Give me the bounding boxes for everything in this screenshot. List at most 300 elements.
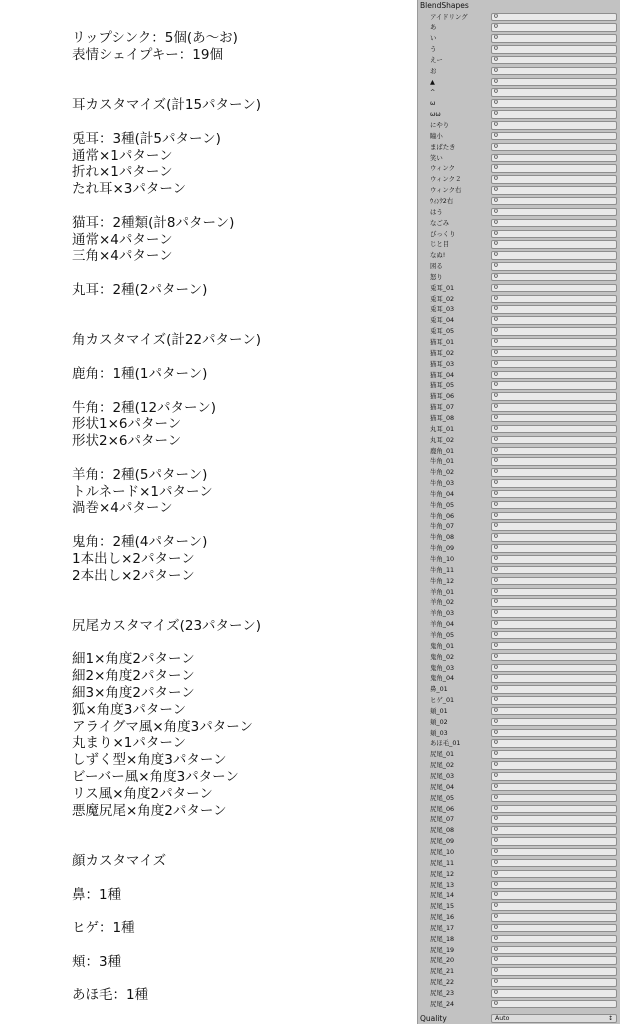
blendshape-label: 牛角_02 [430,468,455,477]
blendshape-row [418,619,620,630]
blendshape-value-field[interactable]: 0 [491,121,617,130]
blendshape-row [418,576,620,587]
blendshape-label: 羊角_01 [430,587,455,596]
blendshape-row [418,869,620,880]
note-line [72,819,412,836]
blendshape-label: 猫耳_01 [430,338,455,346]
blendshape-value-field[interactable]: 0 [491,924,617,933]
blendshape-value-field[interactable]: 0 [491,653,617,662]
note-line: 鼻：1種 [72,886,122,903]
blendshape-row [418,435,620,446]
blendshape-row [418,901,620,912]
blendshape-value-field[interactable]: 0 [491,78,617,87]
note-line: 形状1×6パターン [72,416,182,433]
blendshape-row [418,760,620,771]
blendshape-row [418,196,620,207]
note-line: 頬：3種 [72,953,122,970]
blendshape-label: 尻尾_09 [430,837,455,846]
blendshape-value-field[interactable]: 0 [491,805,617,814]
blendshape-row [418,641,620,652]
blendshape-label: 牛角_12 [430,576,455,585]
blendshape-row [418,814,620,825]
note-line: リップシンク：5個(あ〜お) [72,30,238,46]
blendshape-label: 猫耳_03 [430,359,455,368]
blendshape-value-field[interactable]: 0 [491,425,617,434]
note-line: あほ毛：1種 [72,987,149,1004]
note-line: トルネード×1パターン [72,483,213,500]
blendshape-label: あほ毛_01 [430,739,461,748]
blendshape-label: 猫耳_05 [430,381,455,390]
blendshape-value-field[interactable]: 0 [491,631,617,640]
blendshape-row [418,738,620,749]
blendshape-label: 猫耳_02 [430,348,455,357]
blendshape-row [418,749,620,760]
note-line: 丸耳：2種(2パターン) [72,281,208,298]
blendshape-row [418,955,620,966]
blendshape-row [418,304,620,315]
note-line [72,299,412,316]
blendshape-label: 尻尾_23 [430,989,455,997]
blendshape-value-field[interactable]: 0 [491,674,617,683]
blendshape-value-field[interactable]: 0 [491,772,617,781]
note-line: しずく型×角度3パターン [72,752,227,769]
note-line [72,316,412,333]
blendshape-label: 牛角_06 [430,511,455,520]
note-line [72,971,412,988]
blendshape-row [418,489,620,500]
blendshape-label: ヒゲ_01 [430,696,455,705]
blendshape-label: 尻尾_11 [430,858,455,867]
note-line [72,265,412,282]
blendshape-value-field[interactable]: 0 [491,251,617,260]
blendshape-row [418,370,620,381]
blendshape-row [418,359,620,370]
note-line: 通常×1パターン [72,147,173,164]
blendshape-label: 頬_03 [430,728,448,737]
blendshape-value-field[interactable]: 0 [491,295,617,304]
blendshape-row [418,446,620,457]
blendshape-row [418,771,620,782]
note-line: 尻尾カスタマイズ(23パターン) [72,617,262,634]
blendshape-row [418,467,620,478]
blendshape-label: 羊角_03 [430,609,455,618]
note-line: 猫耳：2種類(計8パターン) [72,214,235,231]
blendshape-row [418,98,620,109]
blendshape-value-field[interactable]: 0 [491,99,617,108]
blendshape-row [418,153,620,164]
blendshape-row [418,663,620,674]
blendshape-value-field[interactable]: 0 [491,739,617,748]
blendshape-row [418,272,620,283]
blendshape-row [418,380,620,391]
blendshape-label: えー [430,55,443,64]
blendshape-label: なごみ [430,218,450,227]
blendshape-row [418,337,620,348]
note-line [72,903,412,920]
blendshape-value-field[interactable]: 0 [491,479,617,488]
blendshape-row [418,87,620,98]
blendshape-row [418,229,620,240]
blendshape-value-field[interactable]: 0 [491,870,617,879]
note-line: ビーバー風×角度3パターン [72,769,239,786]
blendshape-value-field[interactable]: 0 [491,273,617,282]
blendshape-value-field[interactable]: 0 [491,208,617,217]
dropdown-arrow-icon: ↕ [607,1015,613,1022]
blendshape-row [418,66,620,77]
blendshape-value-field[interactable]: 0 [491,761,617,770]
note-line: 表情シェイプキー：19個 [72,46,223,63]
note-line: 悪魔尻尾×角度2パターン [72,802,227,819]
blendshape-value-field[interactable]: 0 [491,848,617,857]
blendshape-value-field[interactable]: 0 [491,164,617,173]
blendshape-label: 鬼角_01 [430,641,455,650]
blendshape-label: 尻尾_04 [430,782,455,791]
blendshape-value-field[interactable]: 0 [491,414,617,423]
blendshape-label: 困る [430,262,443,271]
blendshape-value-field[interactable]: 0 [491,533,617,542]
blendshape-label: 怒り [430,272,443,281]
blendshape-row [418,478,620,489]
blendshape-value-field[interactable]: 0 [491,230,617,239]
blendshape-value-field[interactable]: 0 [491,316,617,325]
blendshape-label: 鼻_01 [430,685,448,694]
blendshape-value-field[interactable]: 0 [491,219,617,228]
blendshape-value-field[interactable]: 0 [491,447,617,456]
blendshape-row [418,261,620,272]
blendshape-value-field[interactable]: 0 [491,154,617,163]
blendshape-label: 兎耳_03 [430,305,455,314]
quality-value: Auto [495,1015,510,1022]
blendshape-label: 尻尾_08 [430,826,455,835]
note-line [72,635,412,652]
note-line: 折れ×1パターン [72,164,173,181]
blendshape-value-field[interactable]: 0 [491,186,617,195]
blendshape-value-field[interactable]: 0 [491,815,617,824]
blendshape-label: 尻尾_16 [430,913,455,922]
blendshape-label: 牛角_07 [430,522,455,531]
blendshape-label: にやり [430,121,450,129]
blendshape-value-field[interactable]: 0 [491,381,617,390]
blendshape-label: 笑い [430,153,443,162]
blendshape-row [418,695,620,706]
blendshape-value-field[interactable]: 0 [491,826,617,835]
blendshape-label: 尻尾_05 [430,793,455,802]
quality-dropdown[interactable] [491,1014,617,1023]
blendshape-label: ^ [430,88,436,97]
blendshape-label: 丸耳_01 [430,424,455,433]
blendshape-value-field[interactable]: 0 [491,967,617,976]
quality-label: Quality [420,1014,447,1023]
blendshape-row [418,608,620,619]
blendshape-value-field[interactable]: 0 [491,512,617,521]
blendshape-value-field[interactable]: 0 [491,284,617,293]
note-line [72,64,412,81]
blendshape-label: 尻尾_03 [430,772,455,780]
note-line: アライグマ風×角度3パターン [72,718,253,735]
blendshape-row [418,77,620,88]
blendshape-row [418,966,620,977]
blendshape-row [418,402,620,413]
blendshape-label: 尻尾_13 [430,880,455,889]
blendshape-label: びっくり [430,229,456,238]
blendshape-label: 羊角_02 [430,598,455,607]
blendshape-label: まばたき [430,142,456,151]
blendshape-value-field[interactable]: 0 [491,490,617,499]
blendshape-value-field[interactable]: 0 [491,403,617,412]
blendshape-row [418,109,620,120]
note-line: 耳カスタマイズ(計15パターン) [72,97,262,114]
note-line: ヒゲ：1種 [72,920,135,937]
blendshape-value-field[interactable]: 0 [491,891,617,900]
blendshape-row [418,500,620,511]
note-line [72,450,412,467]
blendshape-label: 丸耳_02 [430,435,455,444]
blendshape-row [418,793,620,804]
blendshape-value-field[interactable]: 0 [491,913,617,922]
blendshape-value-field[interactable]: 0 [491,1000,617,1009]
blendshape-value-field[interactable]: 0 [491,436,617,445]
blendshape-label: 尻尾_07 [430,815,455,824]
blendshape-row [418,847,620,858]
blendshape-value-field[interactable]: 0 [491,685,617,694]
blendshape-row [418,728,620,739]
blendshape-row [418,315,620,326]
blendshape-row [418,652,620,663]
blendshapes-panel [417,0,620,1024]
blendshape-value-field[interactable]: 0 [491,23,617,32]
blendshape-row [418,33,620,44]
blendshape-row [418,120,620,131]
blendshape-row [418,326,620,337]
blendshape-value-field[interactable]: 0 [491,468,617,477]
blendshape-label: なぬ! [430,251,446,260]
blendshape-value-field[interactable]: 0 [491,67,617,76]
blendshape-value-field[interactable]: 0 [491,110,617,119]
note-line [72,601,412,618]
blendshape-label: 鬼角_03 [430,663,455,672]
blendshape-row [418,890,620,901]
blendshape-label: 牛角_03 [430,479,455,488]
blendshape-value-field[interactable]: 0 [491,729,617,738]
blendshape-value-field[interactable]: 0 [491,349,617,358]
blendshape-row [418,250,620,261]
blendshape-row [418,934,620,945]
blendshape-label: はう [430,207,443,216]
blendshape-value-field[interactable]: 0 [491,956,617,965]
blendshape-value-field[interactable]: 0 [491,978,617,987]
blendshape-value-field[interactable]: 0 [491,598,617,607]
note-line: 三角×4パターン [72,248,173,265]
blendshape-label: アイドリング [430,12,468,21]
blendshape-label: う [430,45,437,54]
note-line [72,114,412,131]
blendshape-label: ウィンク右 [430,186,462,195]
blendshape-row [418,977,620,988]
note-line: 1本出し×2パターン [72,550,195,567]
blendshape-label: 鬼角_04 [430,674,455,683]
note-line [72,383,412,400]
blendshape-value-field[interactable]: 0 [491,588,617,597]
blendshape-label: 牛角_10 [430,555,455,563]
blendshape-row [418,185,620,196]
note-line: 渦巻×4パターン [72,500,173,517]
blendshape-value-field[interactable]: 0 [491,88,617,97]
blendshape-label: 兎耳_04 [430,316,455,325]
blendshape-label: 尻尾_15 [430,902,455,911]
blendshape-row [418,218,620,229]
blendshape-label: 猫耳_06 [430,392,455,401]
blendshape-row [418,684,620,695]
blendshape-value-field[interactable]: 0 [491,544,617,553]
blendshape-label: ウィンク [430,164,456,173]
blendshape-value-field[interactable]: 0 [491,240,617,249]
blendshape-label: 尻尾_18 [430,934,455,943]
note-line: 細2×角度2パターン [72,668,195,685]
blendshape-value-field[interactable]: 0 [491,501,617,510]
note-line: 丸まり×1パターン [72,735,187,752]
blendshape-label: お [430,66,437,75]
blendshape-label: 牛角_05 [430,500,455,509]
blendshape-value-field[interactable]: 0 [491,457,617,466]
blendshape-value-field[interactable]: 0 [491,371,617,380]
blendshape-value-field[interactable]: 0 [491,696,617,705]
blendshape-value-field[interactable]: 0 [491,718,617,727]
blendshape-row [418,836,620,847]
blendshape-row [418,554,620,565]
blendshape-row [418,988,620,999]
blendshape-row [418,456,620,467]
blendshape-value-field[interactable]: 0 [491,197,617,206]
blendshape-row [418,717,620,728]
blendshape-value-field[interactable]: 0 [491,750,617,759]
blendshape-row [418,348,620,359]
blendshape-label: 鹿角_01 [430,446,455,455]
customization-notes [72,30,412,1004]
blendshape-value-field[interactable]: 0 [491,620,617,629]
blendshape-value-field[interactable]: 0 [491,262,617,271]
blendshape-value-field[interactable]: 0 [491,837,617,846]
blendshape-label: じと目 [430,240,450,249]
blendshape-row [418,511,620,522]
blendshape-value-field[interactable]: 0 [491,707,617,716]
note-line: 細1×角度2パターン [72,651,195,668]
blendshape-value-field[interactable]: 0 [491,794,617,803]
blendshape-value-field[interactable]: 0 [491,305,617,314]
blendshape-row [418,999,620,1010]
blendshape-value-field[interactable]: 0 [491,566,617,575]
blendshape-label: 猫耳_08 [430,413,455,422]
blendshape-value-field[interactable]: 0 [491,13,617,22]
blendshape-row [418,163,620,174]
blendshape-label: 猫耳_07 [430,403,455,412]
blendshape-row [418,945,620,956]
blendshape-label: 瞳小 [430,131,443,140]
blendshape-row [418,587,620,598]
blendshape-value-field[interactable]: 0 [491,946,617,955]
blendshape-row [418,782,620,793]
blendshape-value-field[interactable]: 0 [491,45,617,54]
blendshape-value-field[interactable]: 0 [491,56,617,65]
blendshape-value-field[interactable]: 0 [491,34,617,43]
blendshape-label: 頬_01 [430,706,448,715]
note-line [72,584,412,601]
blendshape-value-field[interactable]: 0 [491,338,617,347]
note-line [72,870,412,887]
blendshape-label: 牛角_11 [430,565,455,574]
blendshape-value-field[interactable]: 0 [491,132,617,141]
note-line [72,937,412,954]
blendshape-value-field[interactable]: 0 [491,327,617,336]
blendshape-row [418,521,620,532]
blendshape-label: ωω [430,110,441,119]
note-line [72,198,412,215]
blendshape-value-field[interactable]: 0 [491,902,617,911]
note-line [72,517,412,534]
blendshape-row [418,706,620,717]
blendshape-value-field[interactable]: 0 [491,143,617,152]
blendshape-value-field[interactable]: 0 [491,360,617,369]
blendshape-value-field[interactable]: 0 [491,935,617,944]
blendshape-value-field[interactable]: 0 [491,881,617,890]
blendshape-row [418,597,620,608]
note-line: 細3×角度2パターン [72,685,195,702]
note-line: 2本出し×2パターン [72,567,195,584]
blendshape-label: 羊角_04 [430,620,455,629]
blendshape-value-field[interactable]: 0 [491,989,617,998]
blendshape-value-field[interactable]: 0 [491,783,617,792]
blendshape-row [418,912,620,923]
note-line: 角カスタマイズ(計22パターン) [72,332,262,349]
note-line: たれ耳×3パターン [72,181,187,198]
blendshape-row [418,825,620,836]
blendshape-value-field[interactable]: 0 [491,664,617,673]
blendshape-value-field[interactable]: 0 [491,522,617,531]
blendshape-value-field[interactable]: 0 [491,555,617,564]
blendshape-value-field[interactable]: 0 [491,175,617,184]
note-line: 鬼角：2種(4パターン) [72,533,208,550]
blendshape-label: ｳｨﾝｸ2右 [430,196,454,205]
blendshape-label: い [430,34,437,43]
blendshape-value-field[interactable]: 0 [491,642,617,651]
blendshape-row [418,532,620,543]
blendshape-row [418,391,620,402]
blendshape-label: 牛角_08 [430,533,455,542]
blendshape-value-field[interactable]: 0 [491,609,617,618]
blendshape-label: 尻尾_22 [430,978,455,987]
blendshape-row [418,239,620,250]
blendshape-row [418,22,620,33]
blendshape-label: 猫耳_04 [430,370,455,379]
blendshape-value-field[interactable]: 0 [491,392,617,401]
blendshape-label: 頬_02 [430,717,448,726]
blendshape-label: 牛角_09 [430,544,455,553]
blendshape-label: 牛角_01 [430,457,455,466]
note-line [72,836,412,853]
blendshape-label: 尻尾_21 [430,967,455,976]
blendshape-label: 尻尾_06 [430,804,455,813]
blendshape-value-field[interactable]: 0 [491,577,617,586]
blendshape-row [418,804,620,815]
blendshape-row [418,131,620,142]
blendshape-label: 尻尾_14 [430,891,455,900]
blendshape-label: 尻尾_12 [430,869,455,878]
blendshape-row [418,55,620,66]
blendshape-label: ウィンク２ [430,175,462,184]
blendshape-label: 尻尾_20 [430,956,455,965]
blendshape-row [418,673,620,684]
blendshape-row [418,12,620,23]
blendshape-value-field[interactable]: 0 [491,859,617,868]
